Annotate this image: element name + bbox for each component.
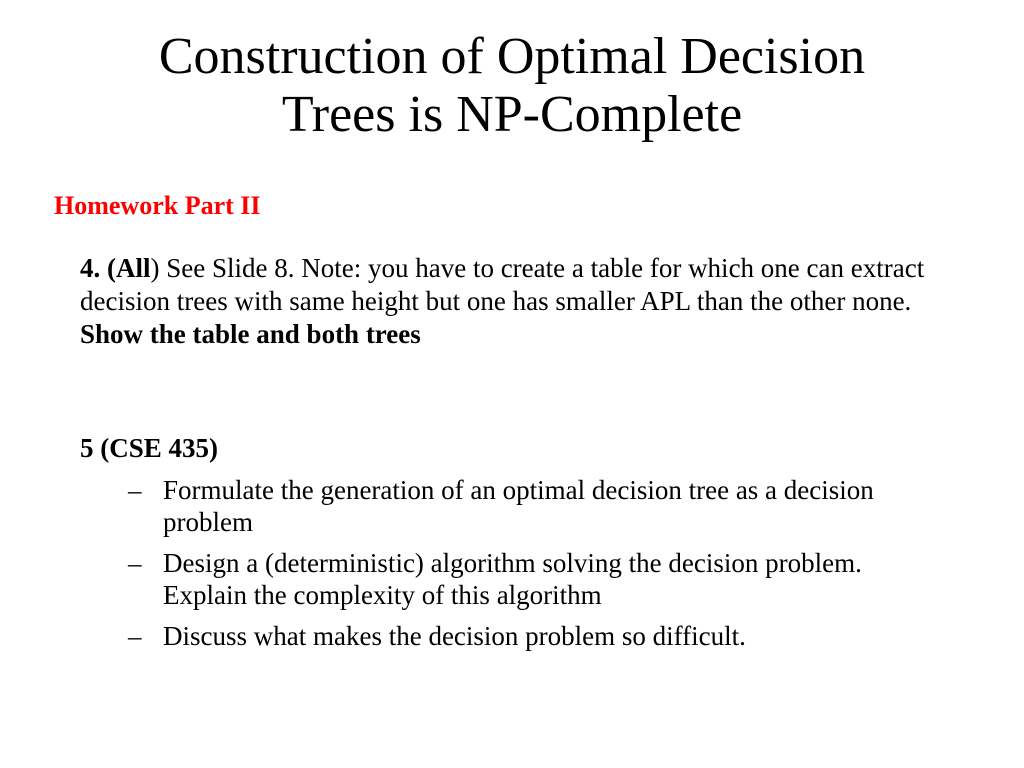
question-5-heading: 5 (CSE 435) bbox=[80, 433, 219, 463]
question-4-number: 4. ( bbox=[80, 253, 116, 283]
bullet-text: Design a (deterministic) algorithm solving the decision problem. Explain the complexity of this algorithm bbox=[163, 548, 862, 610]
bullet-text: Formulate the generation of an optimal decision tree as a decision problem bbox=[163, 475, 874, 537]
dash-marker: – bbox=[128, 621, 142, 651]
question-4-emphasis: Show the table and both trees bbox=[80, 319, 421, 349]
dash-marker: – bbox=[128, 475, 142, 505]
title-line-1: Construction of Optimal Decision bbox=[158, 28, 866, 85]
homework-subtitle: Homework Part II bbox=[54, 191, 261, 220]
dash-marker: – bbox=[128, 548, 142, 578]
question-4-text: ) See Slide 8. Note: you have to create a table for which one can extract decision trees with same height but one has smaller APL than the other none. bbox=[80, 253, 925, 316]
bullet-text: Discuss what makes the decision problem so difficult. bbox=[163, 621, 746, 651]
bullet-item bbox=[128, 474, 938, 538]
question-4-all: All bbox=[116, 253, 151, 283]
bullet-item bbox=[128, 620, 938, 652]
bullet-item bbox=[128, 547, 938, 611]
slide-title bbox=[60, 28, 964, 144]
question-4 bbox=[80, 252, 940, 351]
question-5-bullets bbox=[128, 474, 938, 661]
title-line-2: Trees is NP-Complete bbox=[281, 86, 743, 143]
